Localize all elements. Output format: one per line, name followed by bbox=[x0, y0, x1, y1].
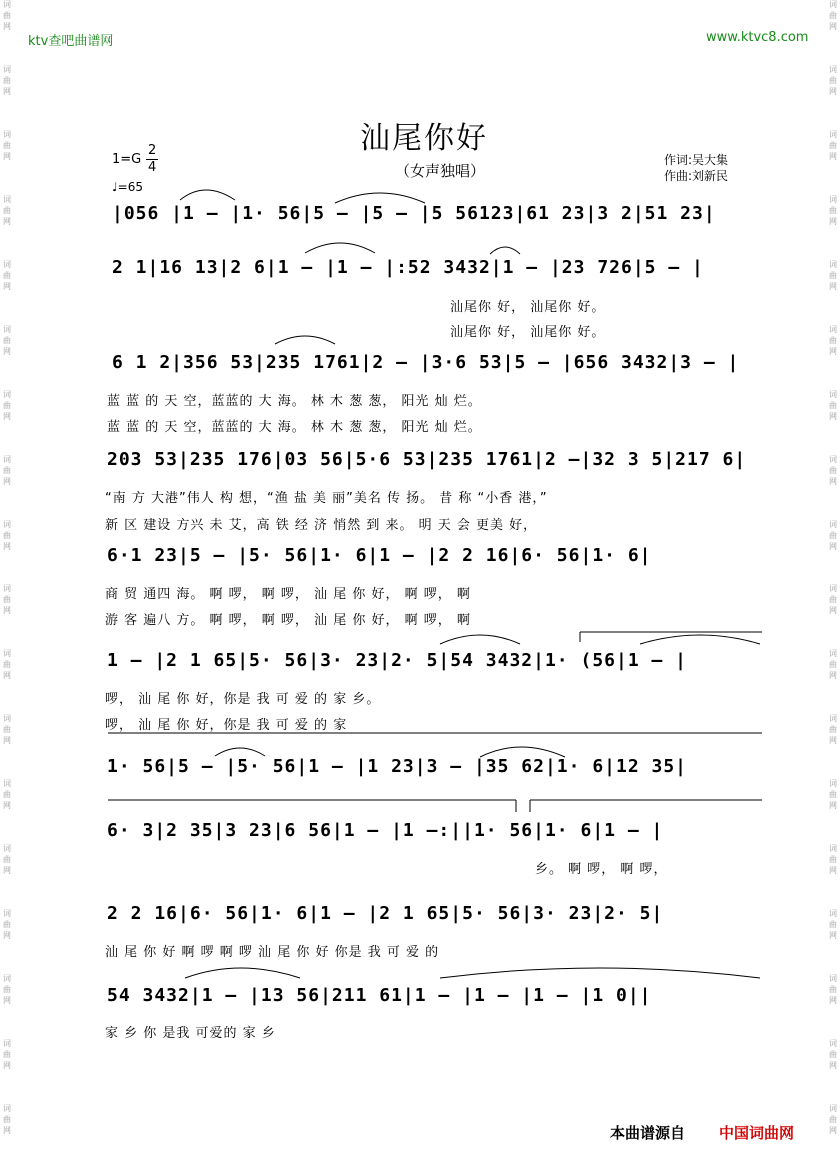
watermark-glyph: 曲 bbox=[3, 75, 11, 85]
watermark-glyph: 词 bbox=[829, 64, 837, 74]
watermark-glyph: 曲 bbox=[829, 1114, 837, 1124]
watermark-glyph: 网 bbox=[3, 671, 11, 681]
key-signature: 1=G bbox=[112, 152, 142, 167]
watermark-glyph: 网 bbox=[3, 1125, 11, 1135]
lyric-line: 乡。 啊 啰， 啊 啰， bbox=[535, 862, 668, 877]
watermark-glyph: 词 bbox=[829, 1103, 837, 1113]
watermark-glyph: 词 bbox=[829, 454, 837, 464]
watermark-glyph: 曲 bbox=[3, 140, 11, 150]
watermark-glyph: 曲 bbox=[829, 595, 837, 605]
lyric-line: 蓝 蓝 的 天 空，蓝蓝的 大 海。 林 木 葱 葱， 阳光 灿 烂。 bbox=[107, 420, 482, 435]
watermark-glyph: 网 bbox=[3, 996, 11, 1006]
watermark-glyph: 词 bbox=[3, 649, 11, 659]
score-system-2: 2 1|16 13|2 6|1 – |1 – |:52 3432|1 – |23 726|5 – | bbox=[112, 257, 704, 278]
watermark-glyph: 网 bbox=[829, 281, 837, 291]
watermark-glyph: 网 bbox=[3, 606, 11, 616]
watermark-glyph: 网 bbox=[3, 281, 11, 291]
watermark-glyph: 词 bbox=[3, 1039, 11, 1048]
watermark-glyph: 词 bbox=[829, 844, 837, 854]
watermark-glyph: 网 bbox=[829, 346, 837, 356]
watermark-glyph: 网 bbox=[829, 476, 837, 486]
score-system-5: 6·1 23|5 – |5· 56|1· 6|1 – |2 2 16|6· 56|1· 6| bbox=[107, 545, 652, 566]
watermark-glyph: 词 bbox=[3, 129, 11, 139]
watermark-glyph: 词 bbox=[829, 974, 837, 984]
source-label: 本曲谱源自 bbox=[610, 1124, 686, 1142]
watermark-glyph: 曲 bbox=[3, 400, 11, 410]
watermark-glyph: 词 bbox=[829, 649, 837, 659]
watermark-glyph: 曲 bbox=[829, 205, 837, 215]
watermark-glyph: 曲 bbox=[3, 660, 11, 670]
watermark-glyph: 网 bbox=[3, 86, 11, 96]
watermark-glyph: 网 bbox=[829, 996, 837, 1006]
watermark-glyph: 网 bbox=[3, 476, 11, 486]
watermark-glyph: 网 bbox=[3, 411, 11, 421]
watermark-glyph: 网 bbox=[829, 736, 837, 746]
watermark-glyph: 词 bbox=[3, 974, 11, 984]
watermark-glyph: 曲 bbox=[3, 855, 11, 865]
watermark-glyph: 曲 bbox=[3, 985, 11, 995]
slur bbox=[215, 748, 265, 756]
song-subtitle: （女声独唱） bbox=[395, 162, 486, 180]
watermark-glyph: 曲 bbox=[829, 725, 837, 735]
site-url-right[interactable]: www.ktvc8.com bbox=[706, 30, 809, 45]
watermark-glyph: 词 bbox=[829, 129, 837, 139]
watermark-glyph: 词 bbox=[3, 1103, 11, 1113]
watermark-glyph: 曲 bbox=[829, 985, 837, 995]
watermark-glyph: 曲 bbox=[3, 1050, 11, 1059]
source-site-link[interactable]: 中国词曲网 bbox=[719, 1124, 795, 1142]
watermark-glyph: 曲 bbox=[829, 660, 837, 670]
score-system-6: 1 – |2 1 65|5· 56|3· 23|2· 5|54 3432|1· (56|1 – | bbox=[107, 650, 688, 671]
song-title: 汕尾你好 bbox=[360, 121, 488, 156]
watermark-glyph: 网 bbox=[3, 151, 11, 161]
watermark-glyph: 曲 bbox=[829, 75, 837, 85]
lyric-line: 啰， 汕 尾 你 好，你是 我 可 爱 的 家 乡。 bbox=[105, 692, 381, 707]
watermark-glyph: 曲 bbox=[3, 920, 11, 930]
lyric-line: 新 区 建设 方兴 未 艾，高 铁 经 济 悄然 到 来。 明 天 会 更美 好， bbox=[105, 518, 538, 533]
watermark-glyph: 曲 bbox=[829, 1050, 837, 1059]
watermark-glyph: 词 bbox=[829, 324, 837, 334]
lyric-line: 汕尾你 好， 汕尾你 好。 bbox=[450, 325, 606, 340]
watermark-glyph: 曲 bbox=[829, 11, 837, 20]
watermark-glyph: 词 bbox=[3, 324, 11, 334]
tempo-mark: ♩=65 bbox=[112, 180, 143, 194]
watermark-glyph: 词 bbox=[829, 909, 837, 919]
watermark-glyph: 词 bbox=[3, 844, 11, 854]
slur bbox=[640, 635, 760, 644]
watermark-glyph: 网 bbox=[3, 216, 11, 226]
watermark-glyph: 词 bbox=[829, 259, 837, 269]
watermark-glyph: 曲 bbox=[3, 11, 11, 20]
watermark-glyph: 曲 bbox=[829, 140, 837, 150]
watermark-glyph: 词 bbox=[829, 584, 837, 594]
watermark-glyph: 曲 bbox=[3, 1114, 11, 1124]
slur bbox=[440, 968, 760, 978]
watermark-glyph: 词 bbox=[3, 584, 11, 594]
watermark-glyph: 网 bbox=[829, 216, 837, 226]
watermark-glyph: 曲 bbox=[3, 530, 11, 540]
watermark-glyph: 词 bbox=[3, 779, 11, 789]
score-system-7: 1· 56|5 – |5· 56|1 – |1 23|3 – |35 62|1· 6|12 35| bbox=[107, 756, 688, 777]
watermark-glyph: 网 bbox=[829, 671, 837, 681]
watermark-glyph: 曲 bbox=[3, 205, 11, 215]
watermark-glyph: 词 bbox=[3, 0, 11, 9]
score-system-10: 54 3432|1 – |13 56|211 61|1 – |1 – |1 – |1 0|| bbox=[107, 985, 652, 1006]
lyric-line: “南 方 大港”伟人 构 想，“渔 盐 美 丽”美名 传 扬。 昔 称 “小香 港，” bbox=[105, 491, 548, 506]
lyric-line: 汕尾你 好， 汕尾你 好。 bbox=[450, 300, 606, 315]
lyric-line: 蓝 蓝 的 天 空，蓝蓝的 大 海。 林 木 葱 葱， 阳光 灿 烂。 bbox=[107, 394, 482, 409]
score-system-4: 203 53|235 176|03 56|5·6 53|235 1761|2 –|32 3 5|217 6| bbox=[107, 449, 747, 470]
watermark-glyph: 词 bbox=[3, 64, 11, 74]
watermark-glyph: 词 bbox=[3, 454, 11, 464]
watermark-glyph: 网 bbox=[829, 86, 837, 96]
watermark-glyph: 词 bbox=[3, 389, 11, 399]
watermark-glyph: 网 bbox=[829, 1061, 837, 1070]
score-system-8: 6· 3|2 35|3 23|6 56|1 – |1 –:||1· 56|1· 6|1 – | bbox=[107, 820, 664, 841]
watermark-glyph: 曲 bbox=[829, 465, 837, 475]
watermark-glyph: 网 bbox=[829, 931, 837, 941]
watermark-glyph: 网 bbox=[829, 866, 837, 876]
slur bbox=[440, 635, 520, 644]
meter-bottom: 4 bbox=[148, 160, 157, 175]
watermark-glyph: 网 bbox=[829, 22, 837, 31]
watermark-glyph: 网 bbox=[3, 541, 11, 551]
watermark-glyph: 曲 bbox=[829, 920, 837, 930]
watermark-glyph: 曲 bbox=[829, 855, 837, 865]
score-system-1: |056 |1 – |1· 56|5 – |5 – |5 56123|61 23|3 2|51 23| bbox=[112, 203, 716, 224]
watermark-glyph: 网 bbox=[829, 1125, 837, 1135]
watermark-glyph: 词 bbox=[829, 0, 837, 9]
watermark-glyph: 曲 bbox=[3, 790, 11, 800]
watermark-glyph: 网 bbox=[3, 801, 11, 811]
score-system-3: 6 1 2|356 53|235 1761|2 – |3·6 53|5 – |656 3432|3 – | bbox=[112, 352, 740, 373]
watermark-glyph: 曲 bbox=[829, 530, 837, 540]
watermark-glyph: 曲 bbox=[3, 465, 11, 475]
watermark-glyph: 词 bbox=[3, 259, 11, 269]
watermark-glyph: 曲 bbox=[3, 725, 11, 735]
lyric-line: 啰， 汕 尾 你 好，你是 我 可 爱 的 家 bbox=[105, 718, 348, 733]
watermark-glyph: 词 bbox=[3, 519, 11, 529]
lyric-line: 商 贸 通四 海。 啊 啰， 啊 啰， 汕 尾 你 好， 啊 啰， 啊 bbox=[105, 587, 471, 602]
watermark-glyph: 曲 bbox=[3, 335, 11, 345]
lyric-line: 汕 尾 你 好 啊 啰 啊 啰 汕 尾 你 好 你是 我 可 爱 的 bbox=[105, 945, 440, 960]
watermark-glyph: 词 bbox=[829, 194, 837, 204]
watermark-glyph: 词 bbox=[3, 714, 11, 724]
watermark-glyph: 词 bbox=[3, 909, 11, 919]
watermark-glyph: 网 bbox=[829, 411, 837, 421]
watermark-glyph: 网 bbox=[3, 736, 11, 746]
watermark-glyph: 网 bbox=[829, 541, 837, 551]
watermark-glyph: 词 bbox=[829, 389, 837, 399]
slur bbox=[305, 243, 375, 253]
watermark-glyph: 词 bbox=[829, 714, 837, 724]
watermark-glyph: 网 bbox=[3, 22, 11, 31]
watermark-glyph: 网 bbox=[829, 606, 837, 616]
composer: 作曲:刘新民 bbox=[664, 169, 729, 183]
watermark-glyph: 网 bbox=[3, 1061, 11, 1070]
slur bbox=[490, 247, 520, 254]
watermark-glyph: 曲 bbox=[829, 270, 837, 280]
slur bbox=[275, 336, 335, 344]
watermark-glyph: 曲 bbox=[829, 335, 837, 345]
watermark-glyph: 词 bbox=[3, 194, 11, 204]
watermark-glyph: 曲 bbox=[829, 790, 837, 800]
watermark-glyph: 词 bbox=[829, 1039, 837, 1048]
watermark-glyph: 曲 bbox=[3, 270, 11, 280]
site-name-left[interactable]: ktv查吧曲谱网 bbox=[28, 34, 114, 49]
watermark-glyph: 网 bbox=[3, 866, 11, 876]
lyric-line: 家 乡 你 是我 可爱的 家 乡 bbox=[105, 1026, 276, 1041]
slur bbox=[185, 968, 300, 978]
watermark-glyph: 网 bbox=[829, 151, 837, 161]
slur bbox=[335, 193, 425, 203]
watermark-glyph: 曲 bbox=[3, 595, 11, 605]
lyric-line: 游 客 遍八 方。 啊 啰， 啊 啰， 汕 尾 你 好， 啊 啰， 啊 bbox=[105, 613, 471, 628]
watermark-glyph: 网 bbox=[829, 801, 837, 811]
watermark-glyph: 曲 bbox=[829, 400, 837, 410]
score-system-9: 2 2 16|6· 56|1· 6|1 – |2 1 65|5· 56|3· 23|2· 5| bbox=[107, 903, 664, 924]
watermark-glyph: 网 bbox=[3, 346, 11, 356]
watermark-glyph: 词 bbox=[829, 779, 837, 789]
lyricist: 作词:吴大集 bbox=[664, 153, 729, 167]
watermark-glyph: 网 bbox=[3, 931, 11, 941]
watermark-glyph: 词 bbox=[829, 519, 837, 529]
meter-top: 2 bbox=[148, 143, 157, 158]
slur bbox=[180, 190, 235, 200]
